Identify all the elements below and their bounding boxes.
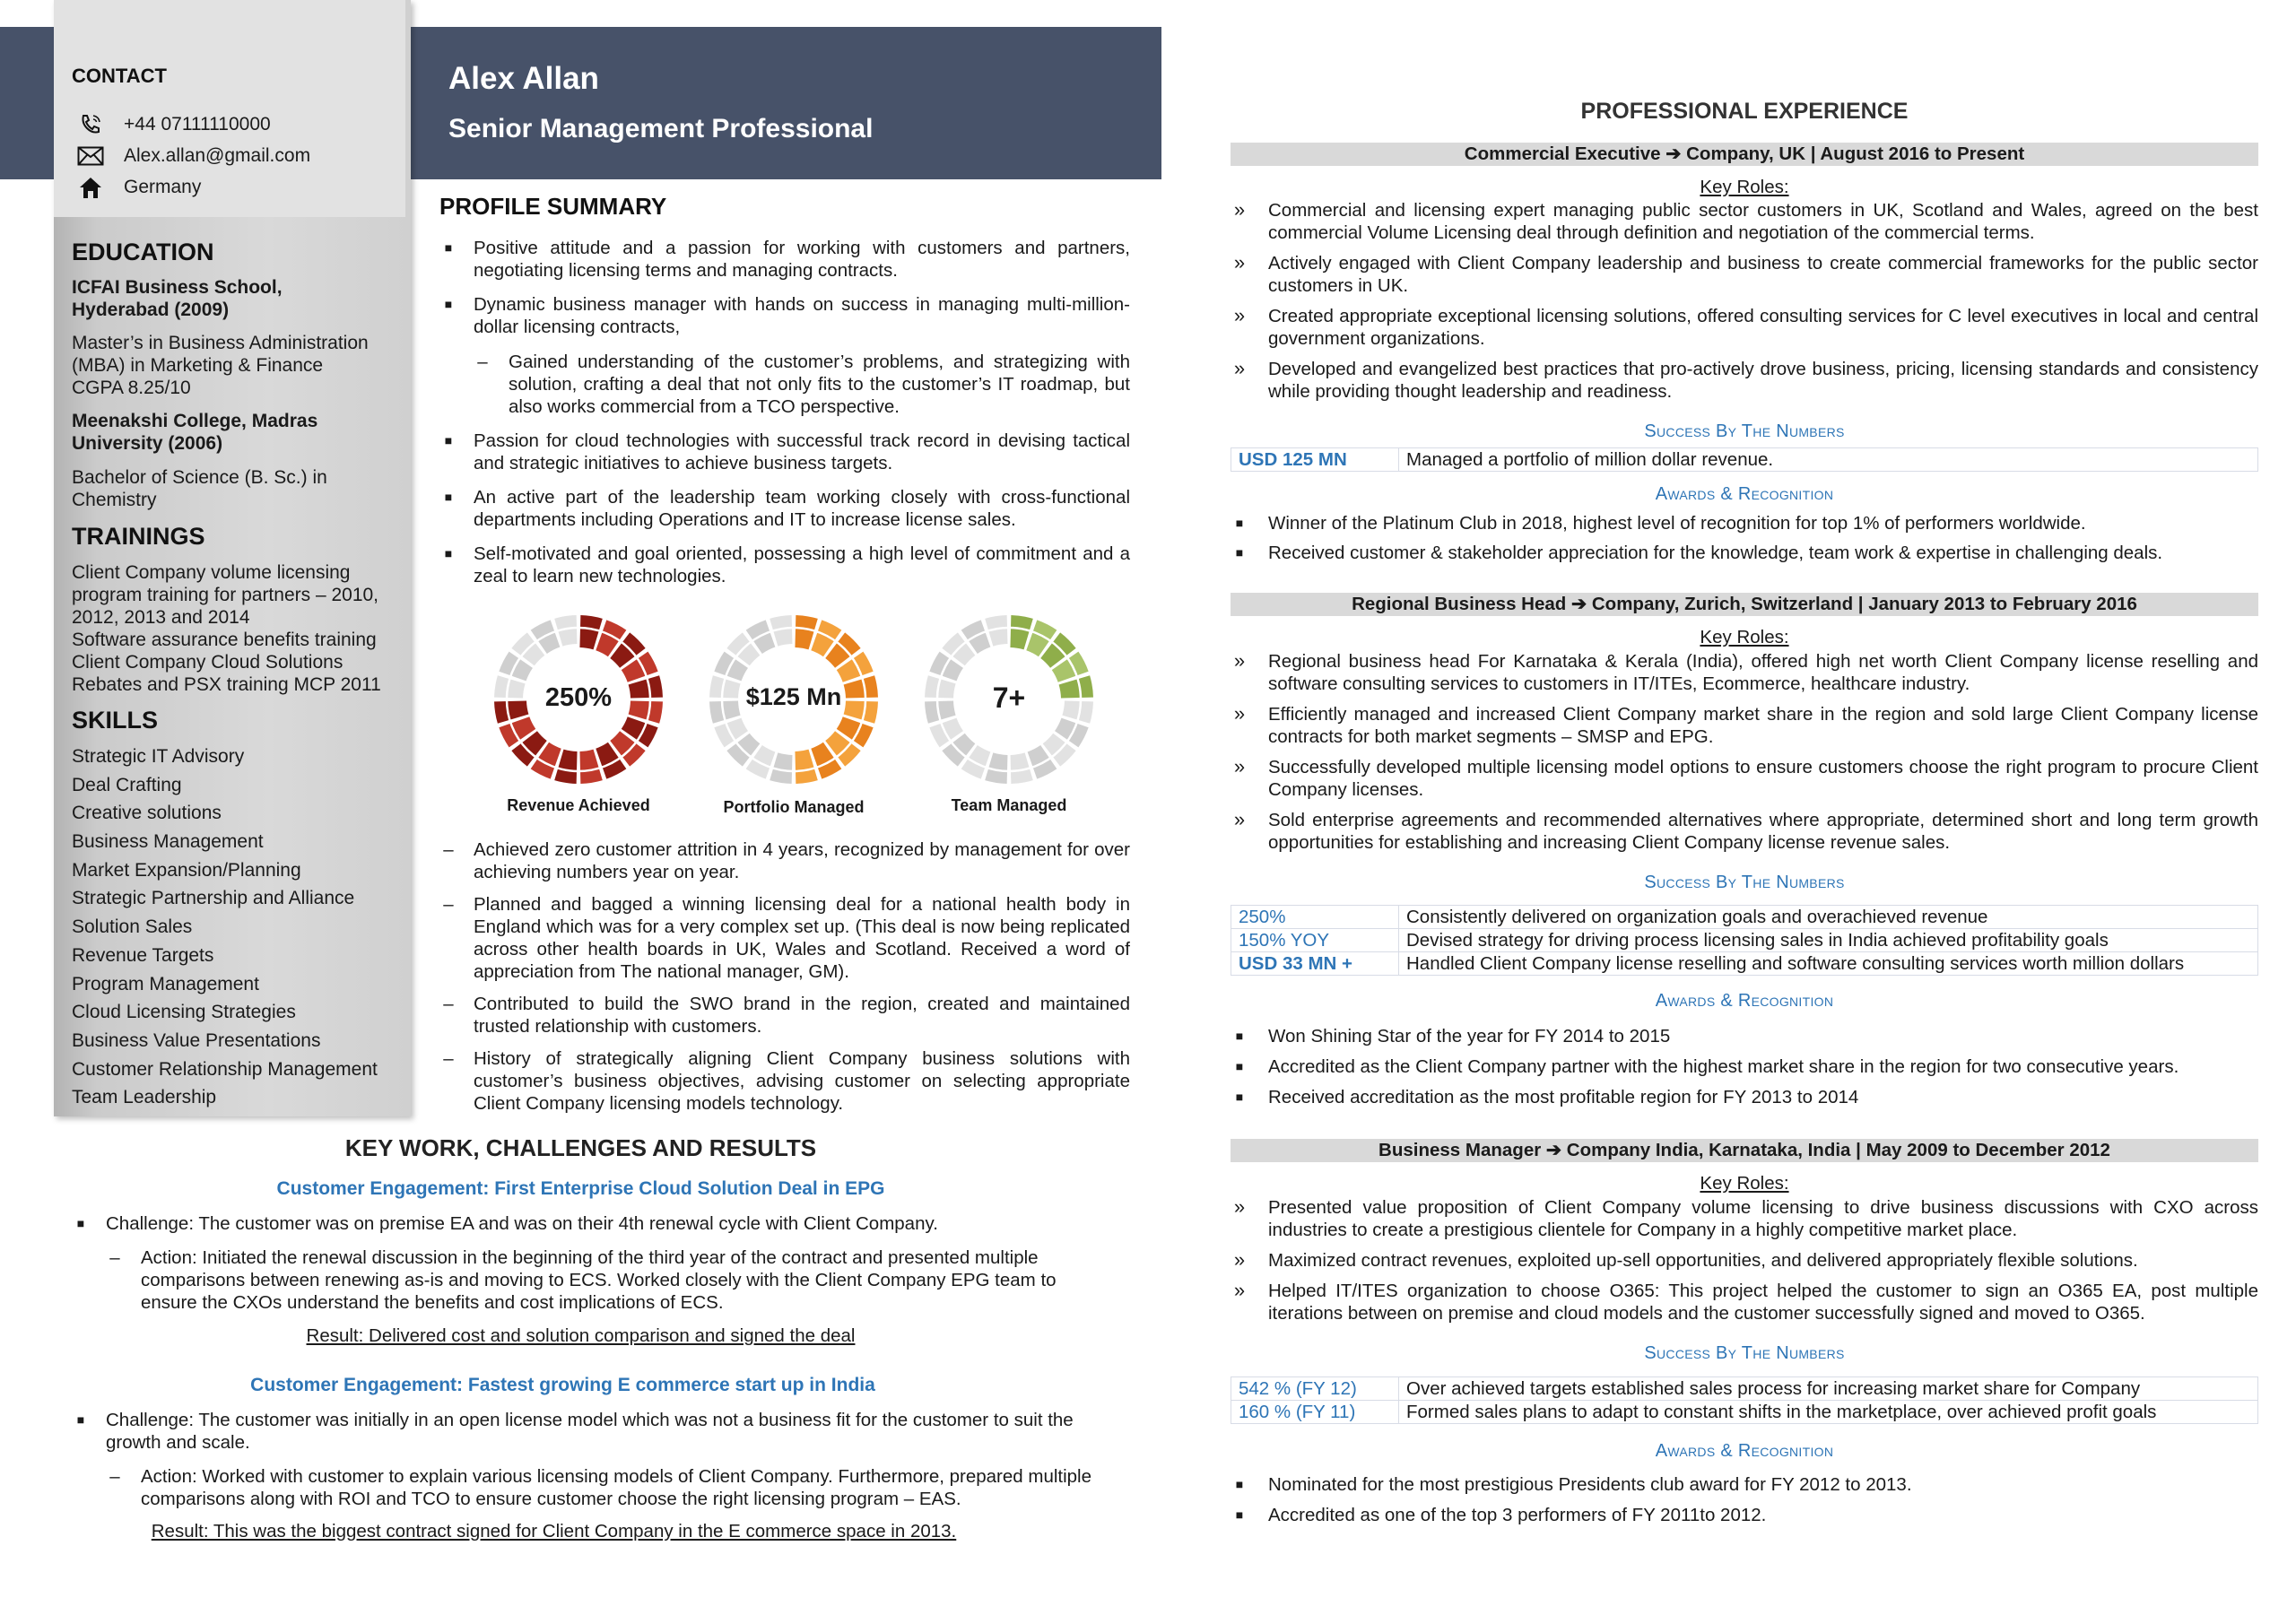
chevron-bullet-icon: » <box>1233 649 1246 672</box>
skill-item: Solution Sales <box>72 916 193 938</box>
degree-line: Chemistry <box>72 490 157 510</box>
chevron-bullet-icon: » <box>1233 1195 1246 1218</box>
square-bullet-icon: ■ <box>1235 516 1244 530</box>
phone-text: +44 07111110000 <box>124 114 271 135</box>
numbers-row <box>1231 952 2258 976</box>
number-desc: Consistently delivered on organization goals and overachieved revenue <box>1399 906 2258 929</box>
award-item <box>1231 1504 2258 1526</box>
candidate-name: Alex Allan <box>448 61 599 96</box>
number-key: 160 % (FY 11) <box>1231 1401 1399 1424</box>
job-title-bar: Regional Business Head ➔ Company, Zurich, Switzerland | January 2013 to February 2016 <box>1231 593 2258 616</box>
awards-heading: Awards & Recognition <box>1655 484 1834 504</box>
skill-item: Program Management <box>72 973 259 994</box>
bullet-text: Passion for cloud technologies with successful track record in devising tactical and strategic initiatives to achieve business targets. <box>474 430 1130 473</box>
number-key: USD 33 MN + <box>1231 952 1399 976</box>
skill-item: Revenue Targets <box>72 944 214 966</box>
training-line: Software assurance benefits training <box>72 630 377 650</box>
numbers-row <box>1231 1377 2258 1401</box>
award-text: Won Shining Star of the year for FY 2014 to 2015 <box>1268 1026 1671 1046</box>
numbers-row <box>1231 1401 2258 1424</box>
numbers-table <box>1231 905 2258 976</box>
phone-icon <box>74 112 108 137</box>
square-bullet-icon: ■ <box>76 1412 85 1427</box>
chevron-bullet-icon: » <box>1233 702 1246 725</box>
numbers-table <box>1231 1376 2258 1424</box>
degree-line: (MBA) in Marketing & Finance <box>72 355 324 376</box>
award-text: Accredited as the Client Company partner with the highest market share in the region for two consecutive years. <box>1268 1056 2179 1077</box>
square-bullet-icon: ■ <box>1235 1029 1244 1043</box>
skill-item: Deal Crafting <box>72 774 182 795</box>
role-text: Commercial and licensing expert managing public sector customers in UK, Scotland and Wales, agreed on the best commercial Volume Licensing deal through definition and negotiation of the commercial terms. <box>1268 200 2258 243</box>
gauge-label: Revenue Achieved <box>507 796 650 814</box>
numbers-row <box>1231 448 2258 472</box>
square-bullet-icon: ■ <box>444 297 453 311</box>
role-item <box>1231 650 2258 695</box>
profile-dash <box>439 993 1130 1038</box>
gauge-label: Team Managed <box>951 796 1067 814</box>
number-desc: Managed a portfolio of million dollar revenue. <box>1399 448 2258 472</box>
contact-heading: CONTACT <box>72 65 167 87</box>
number-desc: Over achieved targets established sales process for increasing market share for Company <box>1399 1377 2258 1401</box>
key-roles-label: Key Roles: <box>1700 177 1789 197</box>
number-key: USD 125 MN <box>1231 448 1399 472</box>
skill-item: Cloud Licensing Strategies <box>72 1002 296 1023</box>
action-text: Action: Worked with customer to explain various licensing models of Client Company. Furthermore, prepared multiple comparisons along with ROI and TCO to ensure customer choose the right licensing program – EAS. <box>141 1466 1092 1509</box>
award-text: Winner of the Platinum Club in 2018, highest level of recognition for top 1% of performers worldwide. <box>1268 513 2086 534</box>
training-line: 2012, 2013 and 2014 <box>72 607 250 628</box>
chevron-bullet-icon: » <box>1233 357 1246 379</box>
numbers-heading: Success By The Numbers <box>1644 1343 1845 1363</box>
award-item <box>1231 512 2258 534</box>
dash-bullet-icon: – <box>477 352 488 372</box>
profile-bullet <box>439 430 1130 474</box>
award-item <box>1231 542 2258 564</box>
gauge-label: Portfolio Managed <box>723 798 865 816</box>
role-item <box>1231 305 2258 350</box>
home-icon <box>74 176 108 199</box>
role-item <box>1231 1249 2258 1272</box>
bullet-text: History of strategically aligning Client Company business solutions with customer’s business objectives, advising customer on selecting appropriate Client Company licensing models technology. <box>474 1048 1130 1114</box>
job-title-bar: Commercial Executive ➔ Company, UK | August 2016 to Present <box>1231 143 2258 166</box>
gauge-value: 250% <box>544 683 613 712</box>
dash-bullet-icon: – <box>443 839 454 860</box>
skill-item: Strategic Partnership and Alliance <box>72 888 355 909</box>
bullet-text: Achieved zero customer attrition in 4 years, recognized by management for over achieving numbers year on year. <box>474 839 1130 882</box>
role-item <box>1231 1280 2258 1324</box>
email-text: Alex.allan@gmail.com <box>124 145 311 166</box>
key-roles-label: Key Roles: <box>1700 1173 1789 1194</box>
profile-dash <box>439 893 1130 983</box>
trainings-heading: TRAININGS <box>72 523 205 550</box>
numbers-row <box>1231 929 2258 952</box>
case-title: Customer Engagement: First Enterprise Cloud Solution Deal in EPG <box>276 1178 885 1199</box>
dash-bullet-icon: – <box>109 1466 120 1487</box>
skills-list <box>72 743 378 1112</box>
skill-item: Business Management <box>72 831 264 853</box>
award-text: Nominated for the most prestigious Presidents club award for FY 2012 to 2013. <box>1268 1474 1912 1495</box>
case-action <box>72 1246 1094 1314</box>
role-text: Efficiently managed and increased Client Company market share in the region and sold large Client Company license contracts for both market segments – SMSP and EPG. <box>1268 704 2258 747</box>
bullet-text: Dynamic business manager with hands on success in managing multi-million-dollar licensing contracts, <box>474 294 1130 337</box>
role-item <box>1231 1196 2258 1241</box>
square-bullet-icon: ■ <box>1235 1059 1244 1073</box>
bullet-text: Gained understanding of the customer’s problems, and strategizing with solution, crafting a deal that not only fits to the customer’s IT roadmap, but also works commercial from a TCO perspective. <box>509 352 1130 417</box>
dash-bullet-icon: – <box>109 1247 120 1268</box>
award-text: Accredited as one of the top 3 performers of FY 2011to 2012. <box>1268 1505 1767 1525</box>
contact-email <box>74 143 310 169</box>
chevron-bullet-icon: » <box>1233 755 1246 777</box>
training-line: program training for partners – 2010, <box>72 585 379 605</box>
skill-item: Team Leadership <box>72 1087 217 1108</box>
awards-heading: Awards & Recognition <box>1655 1441 1834 1461</box>
gauge-value: 7+ <box>992 682 1026 714</box>
number-key: 250% <box>1231 906 1399 929</box>
training-line: Rebates and PSX training MCP 2011 <box>72 674 381 695</box>
square-bullet-icon: ■ <box>1235 1477 1244 1491</box>
award-item <box>1231 1025 2258 1047</box>
skill-item: Business Value Presentations <box>72 1029 321 1051</box>
training-line: Client Company Cloud Solutions <box>72 652 344 673</box>
degree-line: CGPA 8.25/10 <box>72 378 191 398</box>
challenge-text: Challenge: The customer was on premise EA and was on their 4th renewal cycle with Client Company. <box>106 1213 938 1234</box>
number-key: 542 % (FY 12) <box>1231 1377 1399 1401</box>
dash-bullet-icon: – <box>443 894 454 915</box>
revenue-gauge <box>489 610 668 816</box>
chevron-bullet-icon: » <box>1233 1248 1246 1271</box>
key-work-heading: KEY WORK, CHALLENGES AND RESULTS <box>344 1134 817 1161</box>
role-text: Maximized contract revenues, exploited up-sell opportunities, and delivered appropriately flexible solutions. <box>1268 1250 2138 1271</box>
role-item <box>1231 809 2258 854</box>
job-title-bar: Business Manager ➔ Company India, Karnataka, India | May 2009 to December 2012 <box>1231 1139 2258 1162</box>
contact-location <box>74 174 201 201</box>
role-item <box>1231 756 2258 801</box>
profile-bullet <box>439 486 1130 531</box>
education-degree <box>72 332 404 399</box>
role-text: Successfully developed multiple licensing model options to ensure customers choose the right program to procure Client Company licenses. <box>1268 757 2258 800</box>
case-challenge <box>72 1212 1094 1235</box>
role-item <box>1231 358 2258 403</box>
number-desc: Handled Client Company license reselling and software consulting services worth million dollars <box>1399 952 2258 976</box>
award-text: Received accreditation as the most profitable region for FY 2013 to 2014 <box>1268 1087 1859 1107</box>
square-bullet-icon: ■ <box>1235 1090 1244 1104</box>
bullet-text: Planned and bagged a winning licensing deal for a national health body in England which was for a very complex set up. (This deal is now being replicated across other health boards in UK, Wales and Scotland. Received a word of appreciation from The national manager, GM). <box>474 894 1130 982</box>
square-bullet-icon: ■ <box>76 1216 85 1230</box>
chevron-bullet-icon: » <box>1233 808 1246 830</box>
awards-heading: Awards & Recognition <box>1655 991 1834 1011</box>
chevron-bullet-icon: » <box>1233 198 1246 221</box>
award-item <box>1231 1086 2258 1108</box>
profile-bullet <box>439 293 1130 338</box>
role-text: Helped IT/ITES organization to choose O365: This project helped the customer to sign an O365 EA, post multiple iterations between on premise and cloud models and the customer successfully signed and moved to O365. <box>1268 1281 2258 1324</box>
degree-line: Master’s in Business Administration <box>72 333 369 353</box>
education-school: Meenakshi College, Madras University (2006) <box>72 411 318 454</box>
key-roles-label: Key Roles: <box>1700 627 1789 647</box>
square-bullet-icon: ■ <box>444 546 453 560</box>
skill-item: Creative solutions <box>72 803 222 824</box>
numbers-heading: Success By The Numbers <box>1644 873 1845 892</box>
number-desc: Formed sales plans to adapt to constant shifts in the marketplace, over achieved profit goals <box>1399 1401 2258 1424</box>
portfolio-gauge <box>704 610 883 816</box>
degree-line: Bachelor of Science (B. Sc.) in <box>72 467 327 488</box>
location-text: Germany <box>124 177 202 197</box>
education-degree <box>72 466 404 511</box>
numbers-row <box>1231 906 2258 929</box>
role-item <box>1231 199 2258 244</box>
training-line: Client Company volume licensing <box>72 562 351 583</box>
square-bullet-icon: ■ <box>444 490 453 504</box>
profile-bullet <box>439 543 1130 587</box>
skills-heading: SKILLS <box>72 707 159 734</box>
role-item <box>1231 703 2258 748</box>
role-text: Created appropriate exceptional licensing solutions, offered consulting services for C level executives in local and central government organizations. <box>1268 306 2258 349</box>
challenge-text: Challenge: The customer was initially in an open license model which was not a business fit for the customer to suit the growth and scale. <box>106 1410 1074 1453</box>
team-gauge <box>919 610 1099 816</box>
square-bullet-icon: ■ <box>1235 1507 1244 1522</box>
square-bullet-icon: ■ <box>1235 545 1244 560</box>
case-title: Customer Engagement: Fastest growing E commerce start up in India <box>250 1375 875 1395</box>
gauge-value: $125 Mn <box>745 683 842 710</box>
profile-dash <box>439 838 1130 883</box>
number-key: 150% YOY <box>1231 929 1399 952</box>
dash-bullet-icon: – <box>443 994 454 1014</box>
numbers-table <box>1231 447 2258 472</box>
numbers-heading: Success By The Numbers <box>1644 421 1845 441</box>
award-item <box>1231 1055 2258 1078</box>
skill-item: Strategic IT Advisory <box>72 746 245 767</box>
profile-bullet <box>439 237 1130 282</box>
role-text: Sold enterprise agreements and recommended alternatives where appropriate, determined short and long term growth opportunities for establishing and increasing Client Company license revenue sales. <box>1268 810 2258 853</box>
role-text: Actively engaged with Client Company leadership and business to create commercial frameworks for the public sector customers in UK. <box>1268 253 2258 296</box>
chevron-bullet-icon: » <box>1233 251 1246 274</box>
education-school: ICFAI Business School, Hyderabad (2009) <box>72 277 283 320</box>
case-action <box>72 1465 1094 1510</box>
square-bullet-icon: ■ <box>444 433 453 447</box>
award-text: Received customer & stakeholder appreciation for the knowledge, team work & expertise in challenging deals. <box>1268 543 2163 563</box>
contact-phone <box>74 111 271 138</box>
role-text: Regional business head For Karnataka & Kerala (India), offered high net worth Client Company license reselling and software consulting services to customers in IT/ITEs, Ecommerce, healthcare industry. <box>1268 651 2258 694</box>
chevron-bullet-icon: » <box>1233 304 1246 326</box>
profile-heading: PROFILE SUMMARY <box>439 193 667 220</box>
candidate-title: Senior Management Professional <box>448 114 874 143</box>
action-text: Action: Initiated the renewal discussion in the beginning of the third year of the contract and presented multiple comparisons between renewing as-is and moving to ECS. Worked closely with the Client Company EPG team to ensure the CXOs understand the benefits and cost implications of ECS. <box>141 1247 1057 1313</box>
square-bullet-icon: ■ <box>444 240 453 255</box>
role-item <box>1231 252 2258 297</box>
skill-item: Customer Relationship Management <box>72 1058 378 1080</box>
chevron-bullet-icon: » <box>1233 1279 1246 1301</box>
profile-sub-bullet <box>439 351 1130 418</box>
number-desc: Devised strategy for driving process licensing sales in India achieved profitability goals <box>1399 929 2258 952</box>
skill-item: Market Expansion/Planning <box>72 859 301 881</box>
case-result: Result: This was the biggest contract signed for Client Company in the E commerce space in 2013. <box>151 1521 957 1541</box>
bullet-text: An active part of the leadership team working closely with cross-functional departments including Operations and IT to increase license sales. <box>474 487 1130 530</box>
case-challenge <box>72 1409 1094 1454</box>
case-result: Result: Delivered cost and solution comparison and signed the deal <box>306 1325 856 1346</box>
role-text: Developed and evangelized best practices that pro-actively drove business, pricing, licensing standards and consistency while providing thought leadership and readiness. <box>1268 359 2258 402</box>
profile-dash <box>439 1047 1130 1115</box>
envelope-icon <box>74 146 108 166</box>
bullet-text: Positive attitude and a passion for working with customers and partners, negotiating licensing terms and managing contracts. <box>474 238 1130 281</box>
trainings-list <box>72 561 404 696</box>
award-item <box>1231 1473 2258 1496</box>
education-heading: EDUCATION <box>72 239 214 265</box>
role-text: Presented value proposition of Client Company volume licensing to drive business discussions with CXO across industries to create a prestigious clientele for Company in a highly competitive market place. <box>1268 1197 2258 1240</box>
bullet-text: Self-motivated and goal oriented, possessing a high level of commitment and a zeal to learn new technologies. <box>474 543 1130 586</box>
bullet-text: Contributed to build the SWO brand in the region, created and maintained trusted relationship with customers. <box>474 994 1130 1037</box>
dash-bullet-icon: – <box>443 1048 454 1069</box>
experience-heading: PROFESSIONAL EXPERIENCE <box>1580 99 1909 124</box>
